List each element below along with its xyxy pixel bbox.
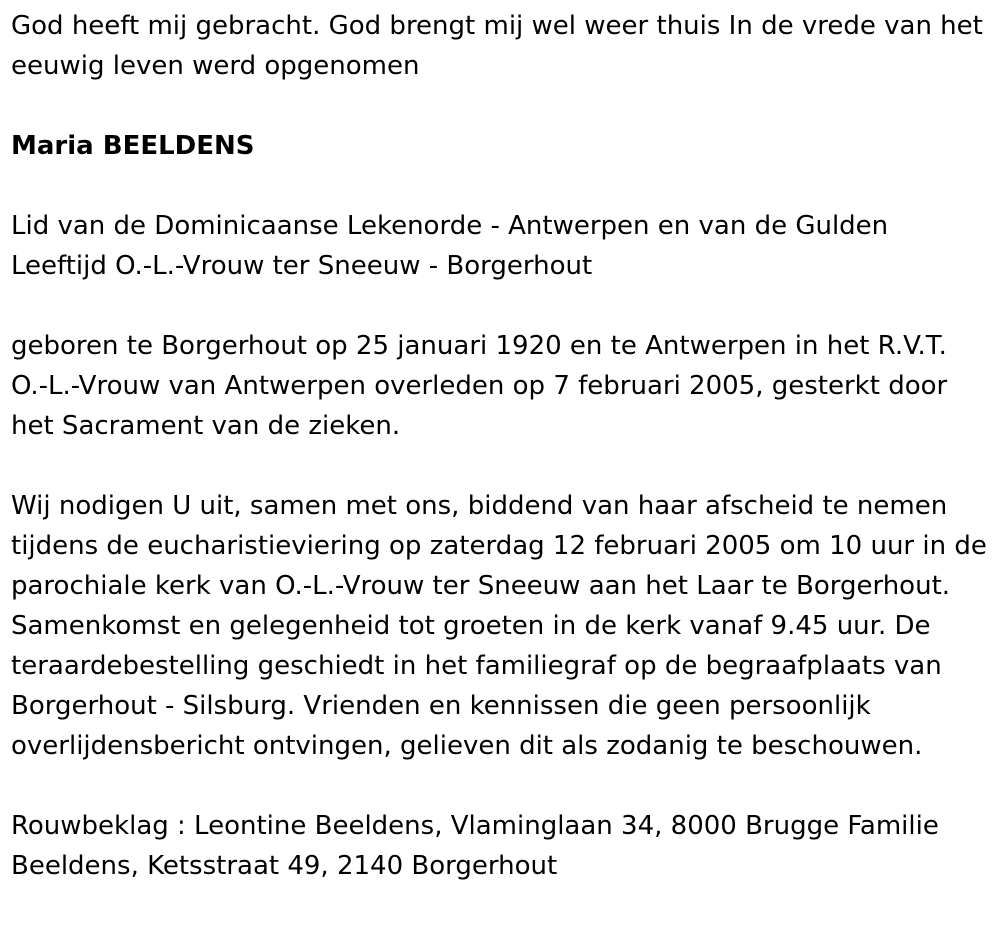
condolences-text: Rouwbeklag : Leontine Beeldens, Vlaminglaan 34, 8000 Brugge Familie Beeldens, Ketsstraat 49, 2140 Borgerhout (11, 811, 939, 881)
intro-text: God heeft mij gebracht. God brengt mij wel weer thuis In de vrede van het eeuwig leven werd opgenomen (11, 11, 983, 81)
invitation-text: Wij nodigen U uit, samen met ons, biddend van haar afscheid te nemen tijdens de eucharistieviering op zaterdag 12 februari 2005 om 10 uur in de parochiale kerk van O.-L.-Vrouw ter Sneeuw aan het Laar te Borgerhout. Samenkomst en gelegenheid tot groeten in de kerk vanaf 9.45 uur. De teraardebestelling geschiedt in het familiegraf op de begraafplaats van Borgerhout - Silsburg. Vrienden en kennissen die geen persoonlijk overlijdensbericht ontvingen, gelieven dit als zodanig te beschouwen. (11, 491, 987, 761)
birth-death-text: geboren te Borgerhout op 25 januari 1920 en te Antwerpen in het R.V.T. O.-L.-Vrouw van Antwerpen overleden op 7 februari 2005, gesterkt door het Sacrament van de zieken. (11, 331, 948, 441)
deceased-name: Maria BEELDENS (11, 131, 255, 161)
membership-text: Lid van de Dominicaanse Lekenorde - Antwerpen en van de Gulden Leeftijd O.-L.-Vrouw ter Sneeuw - Borgerhout (11, 211, 889, 281)
